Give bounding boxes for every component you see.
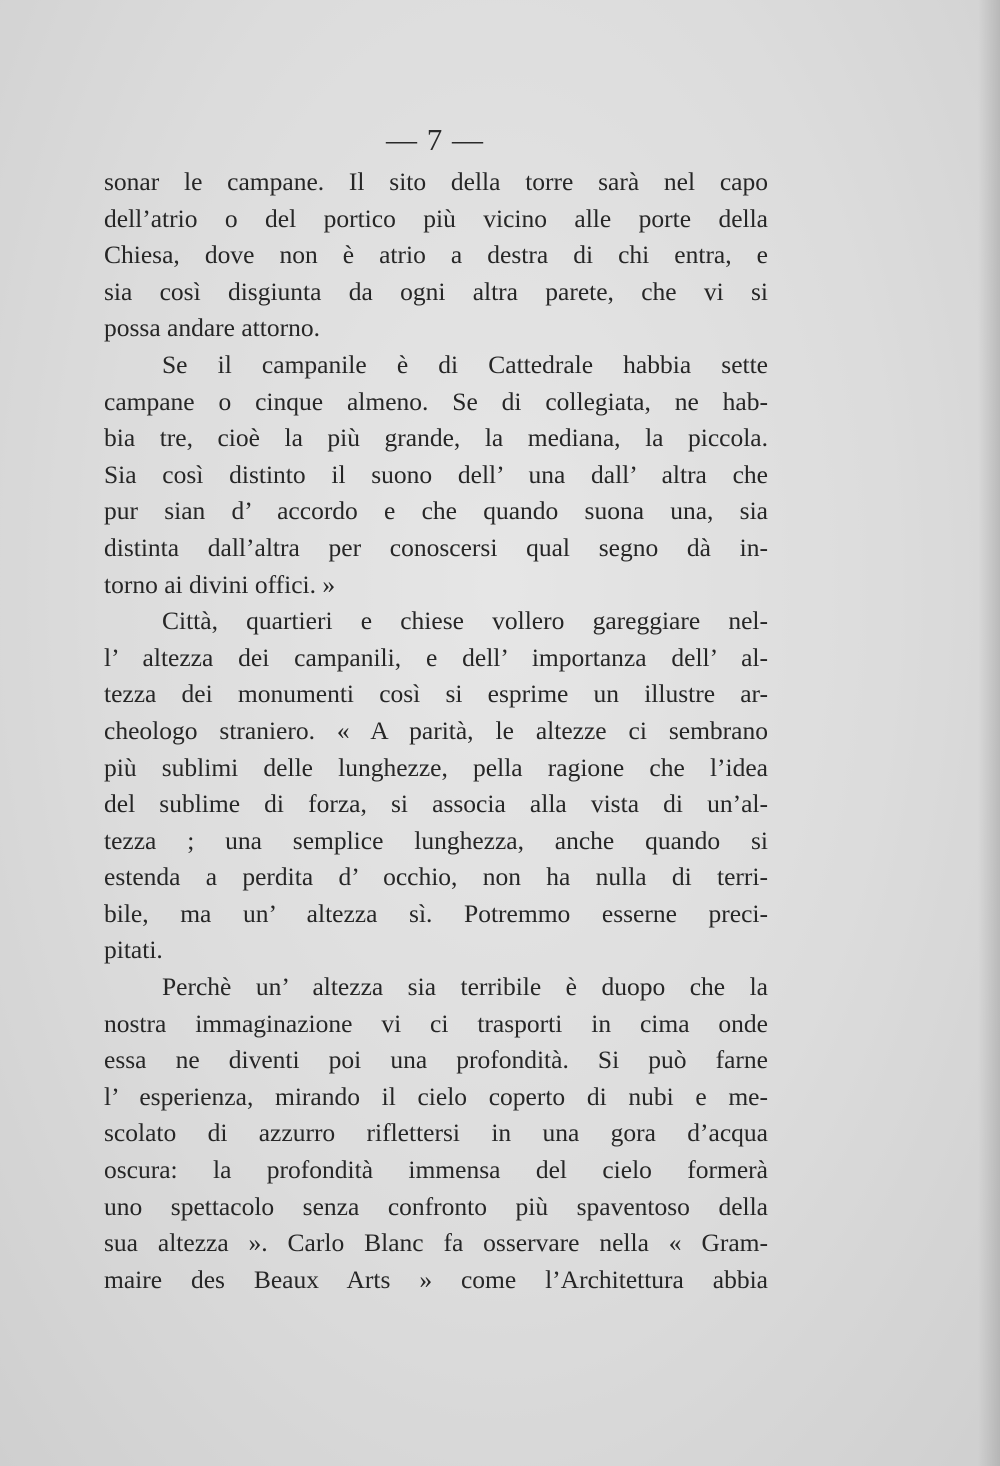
text-line: l’ esperienza, mirando il cielo coperto di nubi e me- — [104, 1081, 768, 1111]
text-line: bile, ma un’ altezza sì. Potremmo esserne preci- — [104, 898, 768, 928]
text-line: l’ altezza dei campanili, e dell’ importanza dell’ al- — [104, 642, 768, 672]
text-line: uno spettacolo senza confronto più spaventoso della — [104, 1191, 768, 1221]
text-line: Città, quartieri e chiese vollero gareggiare nel- — [162, 606, 768, 636]
text-line: essa ne diventi poi una profondità. Si può farne — [104, 1045, 768, 1075]
text-line: sia così disgiunta da ogni altra parete, che vi si — [104, 276, 768, 306]
text-line: torno ai divini offici. » — [104, 569, 336, 599]
text-line: sonar le campane. Il sito della torre sarà nel capo — [104, 167, 768, 196]
text-line: bia tre, cioè la più grande, la mediana, la piccola. — [104, 423, 768, 453]
text-line: possa andare attorno. — [104, 313, 320, 343]
text-line: Se il campanile è di Cattedrale habbia sette — [162, 349, 768, 379]
page-edge-shadow — [978, 0, 1000, 1466]
text-line: oscura: la profondità immensa del cielo formerà — [104, 1155, 768, 1185]
text-line: dell’atrio o del portico più vicino alle porte della — [104, 203, 768, 233]
page-number: — 7 — — [386, 122, 484, 157]
text-line: maire des Beaux Arts » come l’Architettura abbia — [104, 1264, 768, 1294]
text-line: distinta dall’altra per conoscersi qual segno dà in- — [104, 532, 768, 562]
text-line: scolato di azzurro riflettersi in una gora d’acqua — [104, 1118, 768, 1148]
text-line: pur sian d’ accordo e che quando suona una, sia — [104, 496, 768, 526]
text-line: del sublime di forza, si associa alla vista di un’al- — [104, 789, 768, 819]
text-line: pitati. — [104, 935, 163, 965]
text-line: Perchè un’ altezza sia terribile è duopo che la — [162, 972, 768, 1002]
text-line: cheologo straniero. « A parità, le altezze ci sembrano — [104, 715, 768, 745]
text-line: più sublimi delle lunghezze, pella ragione che l’idea — [104, 752, 768, 782]
text-line: Sia così distinto il suono dell’ una dall’ altra che — [104, 459, 768, 489]
text-line: nostra immaginazione vi ci trasporti in cima onde — [104, 1008, 768, 1038]
body-text — [104, 164, 768, 1298]
text-line: tezza dei monumenti così si esprime un illustre ar- — [104, 679, 768, 709]
text-line: sua altezza ». Carlo Blanc fa osservare nella « Gram- — [104, 1228, 768, 1258]
text-line: Chiesa, dove non è atrio a destra di chi entra, e — [104, 240, 768, 270]
text-line: campane o cinque almeno. Se di collegiata, ne hab- — [104, 386, 768, 416]
text-line: tezza ; una semplice lunghezza, anche quando si — [104, 825, 768, 855]
text-line: estenda a perdita d’ occhio, non ha nulla di terri- — [104, 862, 768, 892]
